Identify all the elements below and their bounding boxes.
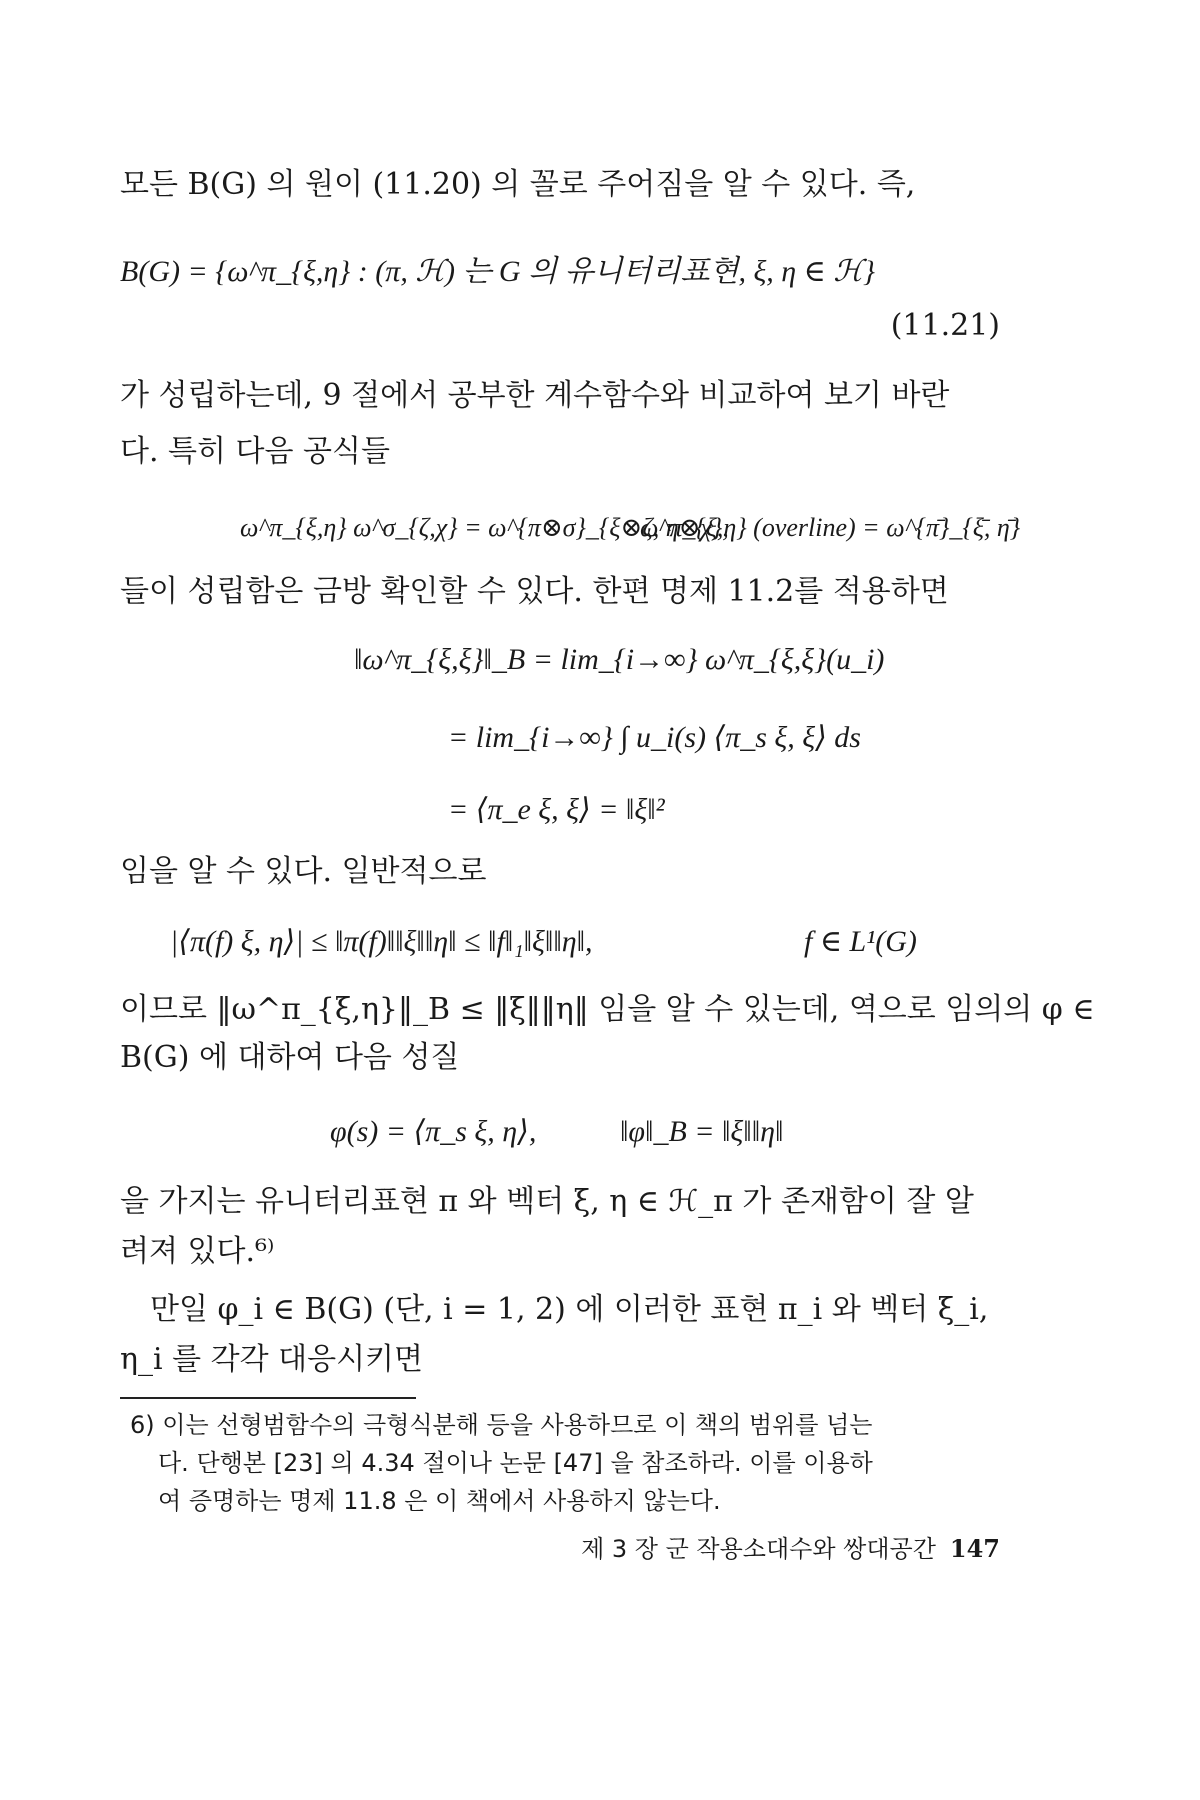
equation-phi: φ(s) = ⟨π_s ξ, η⟩,	[330, 1115, 537, 1148]
text-line-10: 만일 φ_i ∈ B(G) (단, i = 1, 2) 에 이러한 표현 π_i 와 벡터 ξ_i,	[150, 1292, 989, 1327]
equation-conjugate-formula: ω^π_{ξ,η} (overline) = ω^{π̄}_{ξ̄, η̄}	[640, 513, 1021, 542]
equation-product-formula: ω^π_{ξ,η} ω^σ_{ζ,χ} = ω^{π⊗σ}_{ξ⊗ζ, η⊗χ},	[240, 513, 729, 542]
footnote-line-1: 6) 이는 선형범함수의 극형식분해 등을 사용하므로 이 책의 범위를 넘는	[130, 1411, 873, 1439]
equation-inequality: |⟨π(f) ξ, η⟩| ≤ ‖π(f)‖‖ξ‖‖η‖ ≤ ‖f‖₁‖ξ‖‖η‖,	[170, 925, 593, 958]
text-line-1: 모든 B(G) 의 원이 (11.20) 의 꼴로 주어짐을 알 수 있다. 즉,	[120, 167, 916, 202]
text-line-8: 을 가지는 유니터리표현 π 와 벡터 ξ, η ∈ ℋ_π 가 존재함이 잘 알	[120, 1184, 974, 1219]
text-line-3: 다. 특히 다음 공식들	[120, 434, 390, 469]
equation-norm-line-2: = lim_{i→∞} ∫ u_i(s) ⟨π_s ξ, ξ⟩ ds	[448, 721, 861, 754]
text-line-5: 임을 알 수 있다. 일반적으로	[120, 854, 487, 889]
footnote-divider	[120, 1397, 416, 1399]
equation-phi-norm: ‖φ‖_B = ‖ξ‖‖η‖	[620, 1115, 784, 1148]
footnote-line-2: 다. 단행본 [23] 의 4.34 절이나 논문 [47] 을 참조하라. 이를 이용하	[158, 1449, 873, 1477]
running-footer	[540, 1532, 1000, 1566]
page-number: 147	[949, 1534, 1000, 1563]
equation-norm-line-3: = ⟨π_e ξ, ξ⟩ = ‖ξ‖²	[448, 793, 665, 826]
text-line-9: 려져 있다.⁶⁾	[120, 1234, 275, 1269]
text-line-2: 가 성립하는데, 9 절에서 공부한 계수함수와 비교하여 보기 바란	[120, 378, 950, 413]
text-line-7: B(G) 에 대하여 다음 성질	[120, 1040, 460, 1075]
text-line-6: 이므로 ‖ω^π_{ξ,η}‖_B ≤ ‖ξ‖‖η‖ 임을 알 수 있는데, 역으로 임의의 φ ∈	[120, 992, 1095, 1027]
equation-number-11-21: (11.21)	[890, 308, 1000, 343]
chapter-title: 제 3 장 군 작용소대수와 쌍대공간	[581, 1535, 936, 1563]
equation-11-21: B(G) = {ω^π_{ξ,η} : (π, ℋ) 는 G 의 유니터리표현, ξ, η ∈ ℋ}	[120, 255, 876, 288]
text-line-4: 들이 성립함은 금방 확인할 수 있다. 한편 명제 11.2를 적용하면	[120, 574, 949, 609]
equation-inequality-condition: f ∈ L¹(G)	[804, 925, 917, 958]
equation-norm-line-1: ‖ω^π_{ξ,ξ}‖_B = lim_{i→∞} ω^π_{ξ,ξ}(u_i)	[354, 643, 885, 676]
text-line-11: η_i 를 각각 대응시키면	[120, 1342, 424, 1377]
footnote-line-3: 여 증명하는 명제 11.8 은 이 책에서 사용하지 않는다.	[158, 1487, 721, 1515]
